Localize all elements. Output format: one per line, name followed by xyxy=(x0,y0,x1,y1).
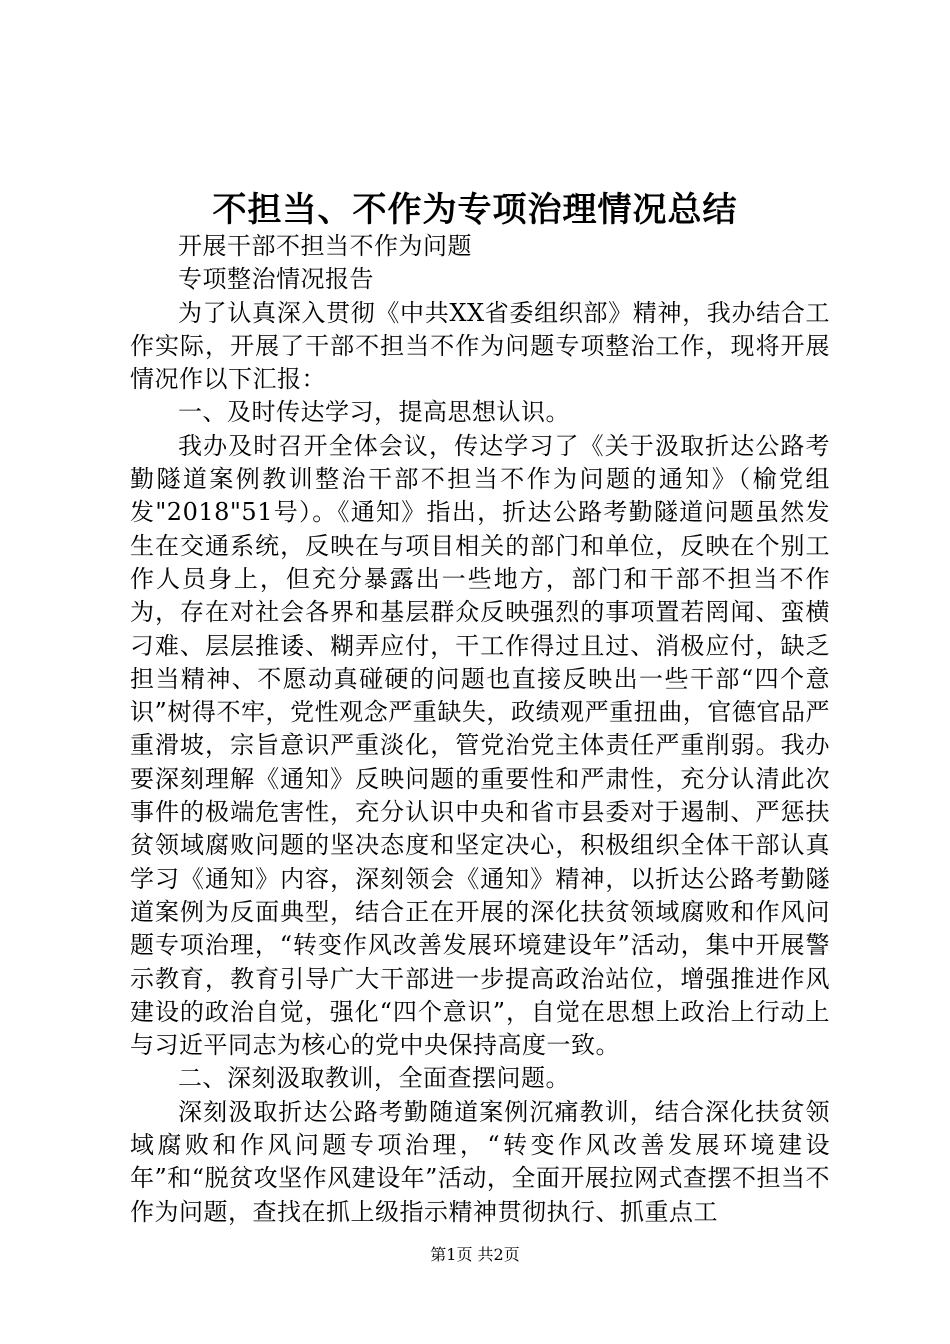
paragraph-section-1: 我办及时召开全体会议，传达学习了《关于汲取折达公路考勤隧道案例教训整治干部不担当不作为问题的通知》（榆党组发"2018"51号）。《通知》指出，折达公路考勤隧道问题虽然发生在交通系统，反映在与项目相关的部门和单位，反映在个别工作人员身上，但充分暴露出一些地方，部门和干部不担当不作为，存在对社会各界和基层群众反映强烈的事项置若罔闻、蛮横刁难、层层推诿、糊弄应付，干工作得过且过、消极应付，缺乏担当精神、不愿动真碰硬的问题也直接反映出一些干部“四个意识”树得不牢，党性观念严重缺失，政绩观严重扭曲，官德官品严重滑坡，宗旨意识严重淡化，管党治党主体责任严重削弱。我办要深刻理解《通知》反映问题的重要性和严肃性，充分认清此次事件的极端危害性，充分认识中央和省市县委对于遏制、严惩扶贫领域腐败问题的坚决态度和坚定决心，积极组织全体干部认真学习《通知》内容，深刻领会《通知》精神，以折达公路考勤隧道案例为反面典型，结合正在开展的深化扶贫领域腐败和作风问题专项治理，“转变作风改善发展环境建设年”活动，集中开展警示教育，教育引导广大干部进一步提高政治站位，增强推进作风建设的政治自觉，强化“四个意识”，自觉在思想上政治上行动上与习近平同志为核心的党中央保持高度一致。 xyxy=(130,431,830,1060)
paragraph-section-2: 深刻汲取折达公路考勤随道案例沉痛教训，结合深化扶贫领域腐败和作风问题专项治理，“转变作风改善发展环境建设年”和“脱贫攻坚作风建设年”活动，全面开展拉网式查摆不担当不作为问题，查找在抓上级指示精神贯彻执行、抓重点工 xyxy=(130,1097,830,1226)
document-body xyxy=(130,230,830,1229)
document-title: 不担当、不作为专项治理情况总结 xyxy=(212,190,738,230)
paragraph-intro: 为了认真深入贯彻《中共XX省委组织部》精神，我办结合工作实际，开展了干部不担当不作为问题专项整治工作，现将开展情况作以下汇报： xyxy=(130,298,830,394)
page-number-footer: 第1页 共2页 xyxy=(430,1245,520,1264)
paragraph-subtitle-2: 专项整治情况报告 xyxy=(178,265,374,294)
paragraph-subtitle-1: 开展干部不担当不作为问题 xyxy=(178,232,472,260)
section-heading-1: 一、及时传达学习，提高思想认识。 xyxy=(178,398,570,427)
section-heading-2: 二、深刻汲取教训，全面查摆问题。 xyxy=(178,1064,570,1093)
